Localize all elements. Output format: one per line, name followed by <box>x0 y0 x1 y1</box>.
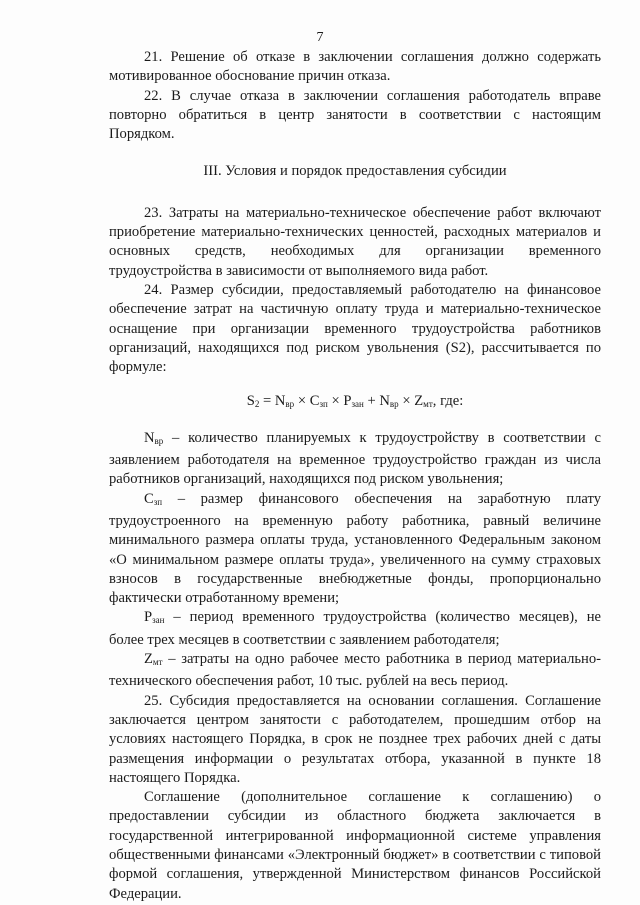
formula-n1-sub: вр <box>285 399 295 410</box>
definition-zmt-symbol: Z <box>144 651 153 668</box>
formula-plus: + <box>363 393 380 410</box>
formula-p-sub: зан <box>351 399 364 410</box>
formula-n1: N <box>274 393 286 410</box>
paragraph-24: 24. Размер субсидии, предоставляемый работодателю на финансовое обеспечение затрат на частичную оплату труда и материально-техническое оснащение при организации временного трудоустройства работников организаций, находящихся под риском увольнения (S2), рассчитывается по формуле: <box>109 281 601 376</box>
paragraph-23: 23. Затраты на материально-техническое обеспечение работ включают приобретение материально-технических ценностей, расходных материалов и основных средств, необходимых для организации временного трудоустройства в зависимости от выполняемого вида работ. <box>109 204 601 279</box>
definition-zmt <box>109 650 601 692</box>
formula-times-2: × <box>327 393 344 410</box>
definition-pzan-text: – период временного трудоустройства (количество месяцев), не более трех месяцев в соответствии с заявлением работодателя; <box>109 609 601 648</box>
section-heading: III. Условия и порядок предоставления субсидии <box>203 163 507 180</box>
definition-nvr <box>109 429 601 490</box>
definition-pzan <box>109 608 601 650</box>
formula-n2-sub: вр <box>389 399 399 410</box>
formula-s: S <box>246 393 255 410</box>
formula-z: Z <box>414 393 424 410</box>
paragraph-21: 21. Решение об отказе в заключении соглашения должно содержать мотивированное обоснование причин отказа. <box>109 49 601 85</box>
definition-czp-text: – размер финансового обеспечения на заработную плату трудоустроенного на временную работу работника, равный величине минимального размера оплаты труда, установленного Федеральным законом «О минимальном размере оплаты труда», увеличенного на сумму страховых взносов в государственные внебюджетные фонды, пропорционально фактически отработанному времени; <box>109 490 601 607</box>
definition-nvr-sub: вр <box>154 435 164 446</box>
formula-n2: N <box>379 393 390 410</box>
definition-zmt-sub: мт <box>152 657 163 668</box>
formula-c: C <box>309 393 320 410</box>
formula-s-sub: 2 <box>254 399 260 410</box>
paragraph-agreement: Соглашение (дополнительное соглашение к соглашению) о предоставлении субсидии из областного бюджета заключается в государственной интегрированной информационной системе управления общественными финансами «Электронный бюджет» в соответствии с типовой формой соглашения, утвержденной Министерством финансов Российской Федерации. <box>109 789 601 902</box>
paragraph-22: 22. В случае отказа в заключении соглашения работодатель вправе повторно обратиться в центр занятости в соответствии с настоящим Порядком. <box>109 87 601 143</box>
definition-nvr-symbol: N <box>144 429 155 446</box>
definition-pzan-symbol: P <box>144 609 153 626</box>
formula-eq: = <box>259 393 275 410</box>
definition-czp <box>109 490 601 609</box>
definition-nvr-text: – количество планируемых к трудоустройству в соответствии с заявлением работодателя на временное трудоустройство граждан из числа работников организаций, находящихся под риском увольнения; <box>109 429 601 488</box>
definition-pzan-sub: зан <box>152 615 165 626</box>
formula-z-sub: мт <box>423 399 433 410</box>
definition-czp-sub: зп <box>153 496 163 507</box>
definition-czp-symbol: C <box>144 490 154 507</box>
definition-zmt-text: – затраты на одно рабочее место работника в период материально-технического обеспечения работ, 10 тыс. рублей на весь период. <box>109 651 601 690</box>
formula-times-3: × <box>398 393 415 410</box>
formula-times-1: × <box>294 393 310 410</box>
document-body <box>109 48 601 904</box>
page-number: 7 <box>316 30 324 45</box>
subsidy-formula <box>109 392 601 414</box>
formula-p: P <box>343 393 352 410</box>
paragraph-25: 25. Субсидия предоставляется на основании соглашения. Соглашение заключается центром занятости с работодателем, прошедшим отбор на условиях настоящего Порядка, в срок не позднее трех рабочих дней с даты размещения информации о результатах отбора, указанной в пункте 18 настоящего Порядка. <box>109 692 601 786</box>
formula-c-sub: зп <box>319 399 328 410</box>
formula-tail: , где: <box>432 393 464 410</box>
